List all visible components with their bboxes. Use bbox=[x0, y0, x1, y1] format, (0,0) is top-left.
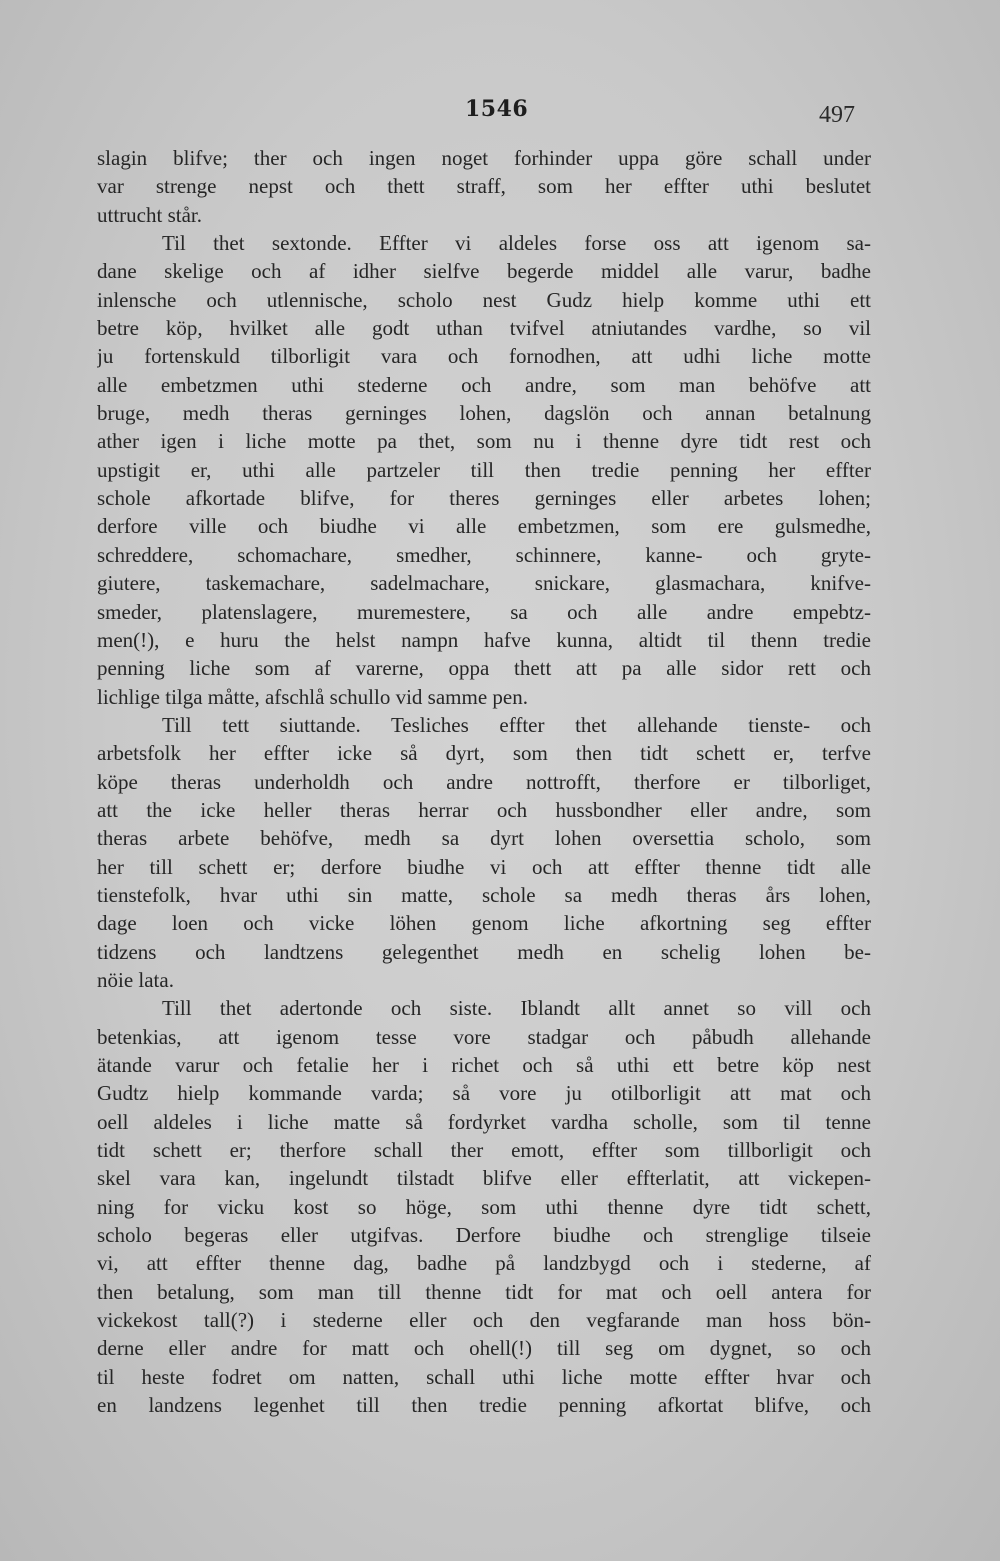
text-line: scholo begeras eller utgifvas. Derfore biudhe och strenglige tilseie bbox=[97, 1223, 871, 1248]
text-line: ju fortenskuld tilborligit vara och fornodhen, att udhi liche motte bbox=[97, 344, 871, 369]
text-line: schreddere, schomachare, smedher, schinnere, kanne- och gryte- bbox=[97, 542, 871, 567]
body-text bbox=[97, 144, 871, 1419]
text-line: köpe theras underholdh och andre nottrofft, therfore er tilborliget, bbox=[97, 769, 871, 794]
text-line: tidt schett er; therfore schall ther emott, effter som tillborligit och bbox=[97, 1138, 871, 1163]
text-line: Till thet adertonde och siste. Iblandt allt annet so vill och bbox=[162, 996, 871, 1021]
text-line: ätande varur och fetalie her i richet och så uthi ett betre köp nest bbox=[97, 1053, 871, 1077]
text-line: Till tett siuttande. Tesliches effter thet allehande tienste- och bbox=[162, 712, 871, 737]
text-line: skel vara kan, ingelundt tilstadt blifve eller effterlatit, att vickepen- bbox=[97, 1166, 871, 1191]
text-line: giutere, taskemachare, sadelmachare, snickare, glasmachara, knifve- bbox=[97, 571, 871, 596]
text-line: derne eller andre for matt och ohell(!) till seg om dygnet, so och bbox=[97, 1336, 871, 1361]
text-line: inlensche och utlennische, scholo nest Gudz hielp komme uthi ett bbox=[97, 287, 871, 312]
text-line: en landzens legenhet till then tredie penning afkortat blifve, och bbox=[97, 1393, 871, 1418]
text-line: nöie lata. bbox=[97, 967, 174, 992]
text-line: men(!), e huru the helst nampn hafve kunna, altidt til thenn tredie bbox=[97, 627, 871, 652]
text-line: alle embetzmen uthi stederne och andre, som man behöfve att bbox=[97, 372, 871, 397]
text-line: arbetsfolk her effter icke så dyrt, som then tidt schett er, terfve bbox=[97, 741, 871, 766]
text-line: tienstefolk, hvar uthi sin matte, schole sa medh theras års lohen, bbox=[97, 882, 871, 907]
page-number: 497 bbox=[819, 102, 855, 128]
text-line: oell aldeles i liche matte så fordyrket vardha scholle, som til tenne bbox=[97, 1109, 871, 1134]
text-line: ather igen i liche motte pa thet, som nu i thenne dyre tidt rest och bbox=[97, 429, 871, 454]
page-header bbox=[95, 96, 875, 136]
text-line: att the icke heller theras herrar och hussbondher eller andre, som bbox=[97, 797, 871, 822]
text-line: bruge, medh theras gerninges lohen, dagslön och annan betalnung bbox=[97, 401, 871, 426]
text-line: tidzens och landtzens gelegenthet medh en schelig lohen be- bbox=[97, 939, 871, 964]
text-line: dane skelige och af idher sielfve begerde middel alle varur, badhe bbox=[97, 259, 871, 284]
text-line: var strenge nepst och thett straff, som her effter uthi beslutet bbox=[97, 174, 871, 199]
text-line: schole afkortade blifve, for theres gerninges eller arbetes lohen; bbox=[97, 486, 871, 511]
text-line: vickekost tall(?) i stederne eller och den vegfarande man hoss bön- bbox=[97, 1308, 871, 1333]
text-line: smeder, platenslagere, muremestere, sa och alle andre empebtz- bbox=[97, 599, 871, 624]
text-line: then betalung, som man till thenne tidt for mat och oell antera for bbox=[97, 1279, 871, 1304]
text-line: til heste fodret om natten, schall uthi liche motte effter hvar och bbox=[97, 1364, 871, 1389]
text-line: betenkias, att igenom tesse vore stadgar och påbudh allehande bbox=[97, 1024, 871, 1049]
text-line: Til thet sextonde. Effter vi aldeles forse oss att igenom sa- bbox=[162, 231, 871, 256]
text-line: slagin blifve; ther och ingen noget forhinder uppa göre schall under bbox=[97, 146, 871, 170]
running-head-year: 1546 bbox=[465, 96, 529, 122]
text-line: upstigit er, uthi alle partzeler till then tredie penning her effter bbox=[97, 457, 871, 482]
text-line: theras arbete behöfve, medh sa dyrt lohen oversettia scholo, som bbox=[97, 826, 871, 851]
text-line: vi, att effter thenne dag, badhe på landzbygd och i stederne, af bbox=[97, 1251, 871, 1276]
text-line: derfore ville och biudhe vi alle embetzmen, som ere gulsmedhe, bbox=[97, 514, 871, 539]
text-line: ning for vicku kost so höge, som uthi thenne dyre tidt schett, bbox=[97, 1194, 871, 1219]
text-line: lichlige tilga måtte, afschlå schullo vid samme pen. bbox=[97, 684, 528, 709]
text-line: dage loen och vicke löhen genom liche afkortning seg effter bbox=[97, 911, 871, 936]
text-line: her till schett er; derfore biudhe vi och att effter thenne tidt alle bbox=[97, 854, 871, 879]
text-line: Gudtz hielp kommande varda; så vore ju otilborligit att mat och bbox=[97, 1081, 871, 1106]
text-line: uttrucht står. bbox=[97, 202, 202, 227]
text-line: betre köp, hvilket alle godt uthan tvifvel atniutandes vardhe, so vil bbox=[97, 316, 871, 341]
text-line: penning liche som af varerne, oppa thett att pa alle sidor rett och bbox=[97, 656, 871, 681]
